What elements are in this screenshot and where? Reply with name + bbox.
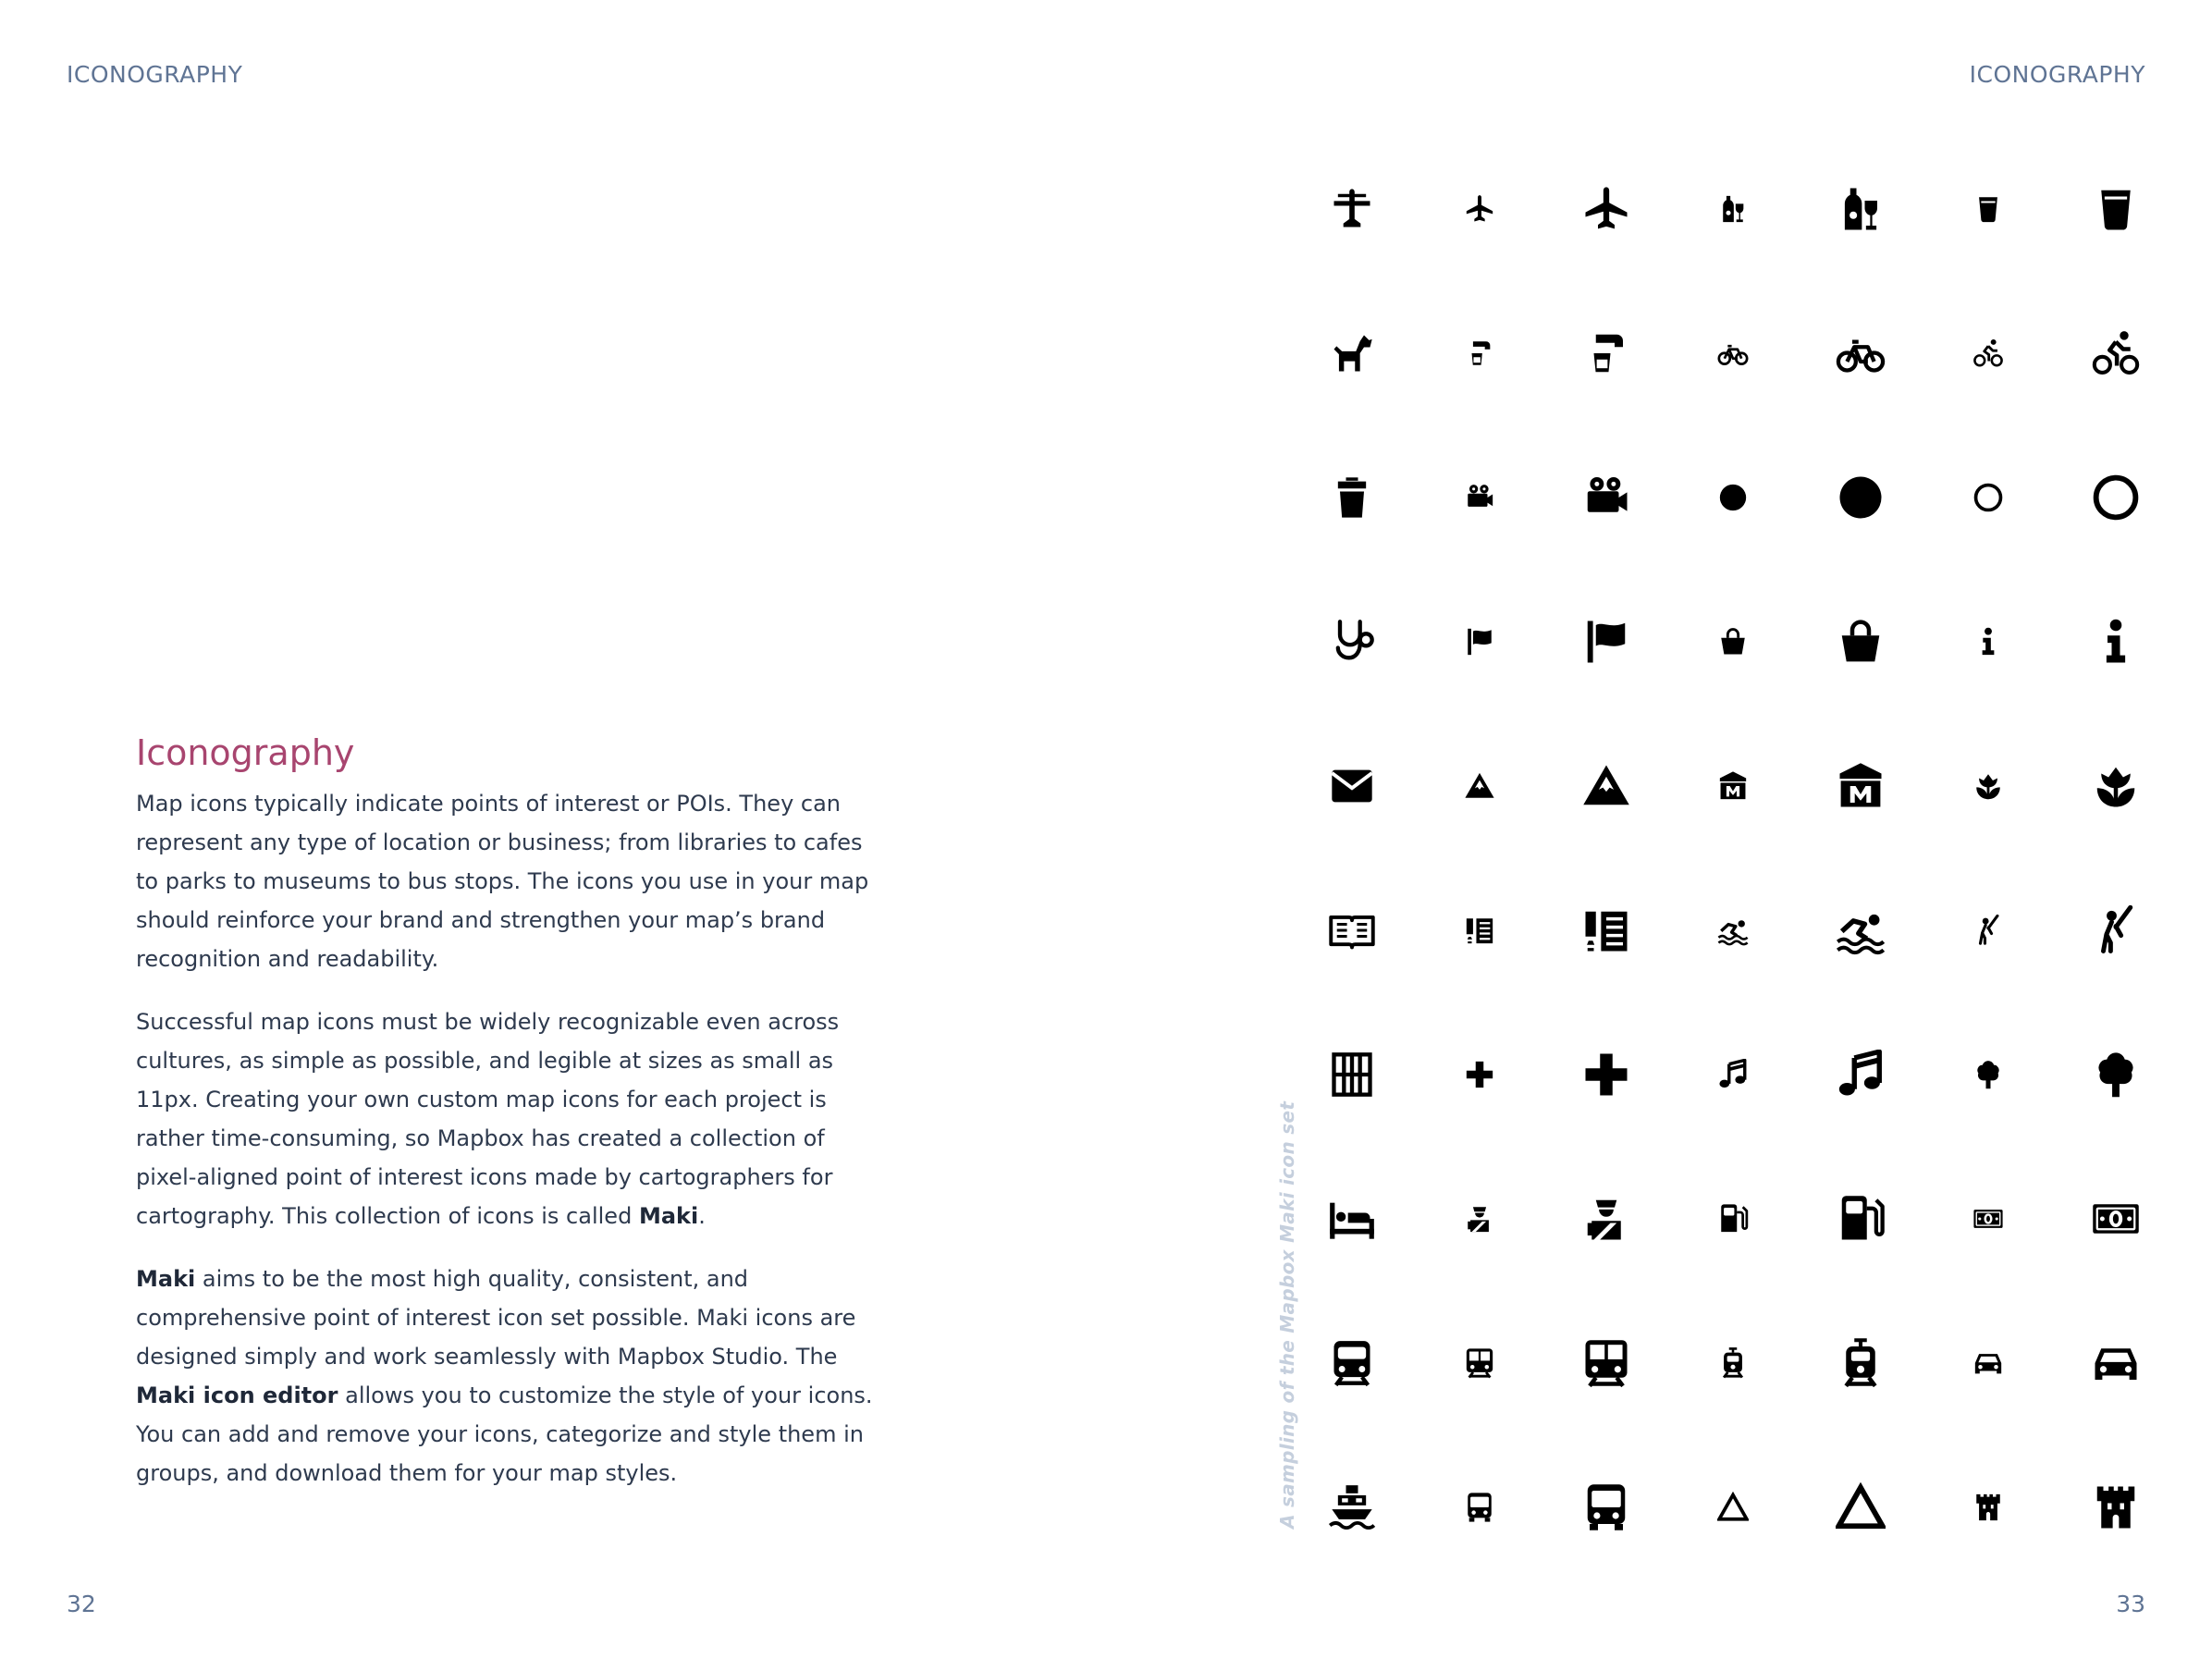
shop-large-icon <box>1836 617 1886 667</box>
hospital-large-icon <box>1581 1050 1631 1100</box>
maki-icon-grid <box>1304 166 2173 1544</box>
mountain-large-icon <box>1581 761 1631 811</box>
rail-light-large-icon <box>1836 1338 1886 1388</box>
music-small-icon <box>1717 1059 1749 1090</box>
bus-small-icon <box>1464 1492 1495 1523</box>
bicycle-large-icon <box>1836 328 1886 378</box>
bar-small-icon <box>1972 193 2004 225</box>
cinema-small-icon <box>1464 482 1495 513</box>
flag-small-icon <box>1464 626 1495 657</box>
alcohol-shop-large-icon <box>1836 184 1886 234</box>
park-large-icon <box>2091 1050 2141 1100</box>
monument-large-icon <box>1581 905 1631 955</box>
paragraph-3 <box>136 1260 876 1493</box>
triangle-stroked-small-icon <box>1717 1492 1749 1523</box>
car-large-icon <box>2091 1338 2141 1388</box>
rail-metro-large-icon <box>1581 1338 1631 1388</box>
maki-term-2: Maki <box>136 1266 196 1292</box>
rail-metro-small-icon <box>1464 1347 1495 1379</box>
paragraph-3-text-1: aims to be the most high quality, consistent, and comprehensive point of interest icon set possible. Maki icons are designed simply and work seamlessly with Mapbox Studio. The <box>136 1266 856 1370</box>
bus-large-icon <box>1581 1482 1631 1532</box>
car-small-icon <box>1972 1347 2004 1379</box>
page-number-left: 32 <box>67 1591 96 1617</box>
hospital-small-icon <box>1464 1059 1495 1090</box>
paragraph-2 <box>136 1002 876 1235</box>
monument-small-icon <box>1464 915 1495 946</box>
rail-light-small-icon <box>1717 1347 1749 1379</box>
circle-stroked-large-icon <box>2091 473 2141 522</box>
mountain-small-icon <box>1464 770 1495 802</box>
paragraph-3-text-2: allows you to customize the style of your icons. You can add and remove your icons, categorize and style them in groups, and download them for your map styles. <box>136 1382 873 1486</box>
golf-large-icon <box>2091 905 2141 955</box>
bank-small-icon <box>1972 1203 2004 1235</box>
circle-small-icon <box>1717 482 1749 513</box>
doctor-icon <box>1328 618 1376 666</box>
fuel-small-icon <box>1717 1203 1749 1235</box>
drinking-water-large-icon <box>1581 328 1631 378</box>
paragraph-2-text: Successful map icons must be widely recognizable even across cultures, as simple as possible, and legible at sizes as small as 11px. Creating your own custom map icons for each project is rather time-consuming, so Mapbox has created a collection of pixel-aligned point of interest icons made by cartographers for cartography. This collection of icons is called <box>136 1009 840 1229</box>
maki-icon-editor-term: Maki icon editor <box>136 1382 338 1408</box>
article-body <box>136 732 876 1517</box>
flag-large-icon <box>1581 617 1631 667</box>
page-number-right: 33 <box>2116 1591 2145 1617</box>
cyclist-large-icon <box>2091 328 2141 378</box>
bar-large-icon <box>2091 184 2141 234</box>
music-large-icon <box>1836 1050 1886 1100</box>
rail-icon <box>1328 1339 1376 1387</box>
alcohol-shop-small-icon <box>1717 193 1749 225</box>
cyclist-small-icon <box>1972 338 2004 369</box>
dog-park-icon <box>1328 329 1376 377</box>
bank-large-icon <box>2091 1194 2141 1244</box>
castle-small-icon <box>1972 1492 2004 1523</box>
post-icon <box>1328 762 1376 810</box>
icon-set-caption: A sampling of the Mapbox Maki icon set <box>1276 1100 1298 1529</box>
fuel-large-icon <box>1836 1194 1886 1244</box>
castle-large-icon <box>2091 1482 2141 1532</box>
information-large-icon <box>2091 617 2141 667</box>
paragraph-1: Map icons typically indicate points of interest or POIs. They can represent any type of location or business; from libraries to cafes to parks to museums to bus stops. The icons you use in your map should reinforce your brand and strengthen your map’s brand recognition and readability. <box>136 791 869 972</box>
swimming-small-icon <box>1717 915 1749 946</box>
maki-term: Maki <box>638 1203 699 1229</box>
airplane-large-icon <box>1581 184 1631 234</box>
garden-large-icon <box>2091 761 2141 811</box>
shop-small-icon <box>1717 626 1749 657</box>
cinema-large-icon <box>1581 473 1631 522</box>
park-small-icon <box>1972 1059 2004 1090</box>
waste-basket-icon <box>1328 473 1376 522</box>
prison-icon <box>1328 1051 1376 1099</box>
triangle-stroked-large-icon <box>1836 1482 1886 1532</box>
museum-large-icon <box>1836 761 1886 811</box>
ferry-icon <box>1328 1483 1376 1531</box>
circle-large-icon <box>1836 473 1886 522</box>
police-large-icon <box>1581 1194 1631 1244</box>
article-title: Iconography <box>136 732 355 773</box>
swimming-large-icon <box>1836 905 1886 955</box>
lodging-icon <box>1328 1195 1376 1243</box>
running-header-left: ICONOGRAPHY <box>67 61 243 88</box>
police-small-icon <box>1464 1203 1495 1235</box>
drinking-water-small-icon <box>1464 338 1495 369</box>
museum-small-icon <box>1717 770 1749 802</box>
running-header-right: ICONOGRAPHY <box>1969 61 2145 88</box>
golf-small-icon <box>1972 915 2004 946</box>
airfield-icon <box>1328 185 1376 233</box>
circle-stroked-small-icon <box>1972 482 2004 513</box>
information-small-icon <box>1972 626 2004 657</box>
bicycle-small-icon <box>1717 338 1749 369</box>
garden-small-icon <box>1972 770 2004 802</box>
library-icon <box>1328 906 1376 954</box>
airplane-small-icon <box>1464 193 1495 225</box>
paragraph-2-end: . <box>698 1203 706 1229</box>
